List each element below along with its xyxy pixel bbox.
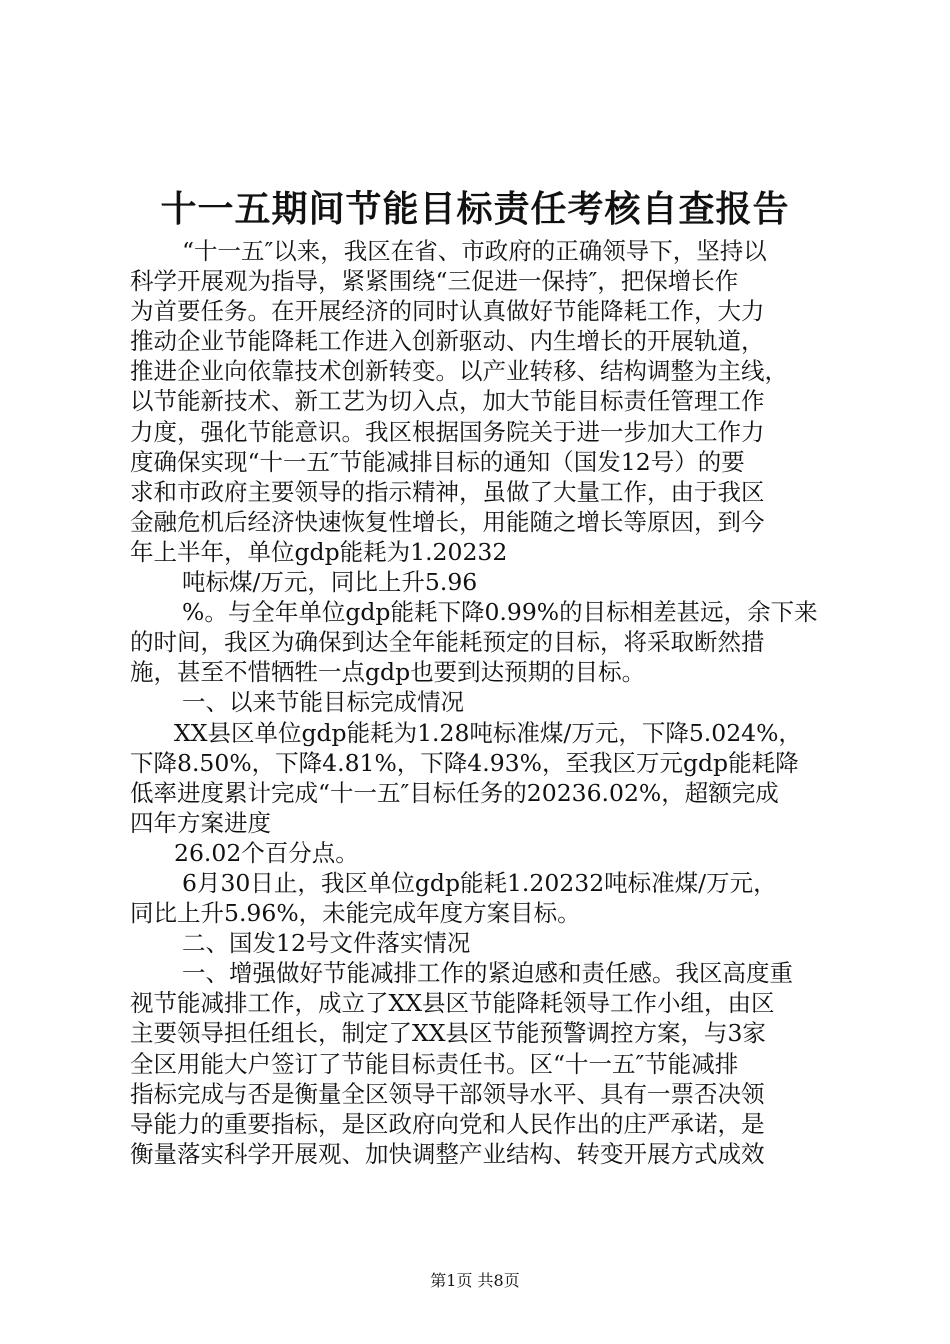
text-line: 的时间，我区为确保到达全年能耗预定的目标，将采取断然措 [130, 628, 765, 657]
text-line: 度确保实现“十一五″节能减排目标的通知（国发12号）的要 [130, 447, 745, 476]
section-heading: 一、以来节能目标完成情况 [182, 688, 464, 717]
text-line: 视节能减排工作，成立了XX县区节能降耗领导工作小组，由区 [130, 989, 775, 1018]
text-line: 导能力的重要指标，是区政府向党和人民作出的庄严承诺，是 [130, 1109, 765, 1138]
text-line: 吨标煤/万元，同比上升5.96 [182, 568, 478, 597]
text-line: 推进企业向依靠技术创新转变。以产业转移、结构调整为主线， [130, 357, 788, 386]
text-line: %。与全年单位gdp能耗下降0.99%的目标相差甚远，余下来 [182, 598, 818, 627]
text-line: 衡量落实科学开展观、加快调整产业结构、转变开展方式成效 [130, 1139, 765, 1168]
text-line: 指标完成与否是衡量全区领导干部领导水平、具有一票否决领 [130, 1079, 765, 1108]
text-line: 金融危机后经济快速恢复性增长，用能随之增长等原因，到今 [130, 507, 765, 536]
text-line: 下降8.50%，下降4.81%，下降4.93%，至我区万元gdp能耗降 [130, 748, 799, 777]
text-line: 年上半年，单位gdp能耗为1.20232 [130, 537, 508, 566]
text-line: 主要领导担任组长，制定了XX县区节能预警调控方案，与3家 [130, 1019, 766, 1048]
text-line: 力度，强化节能意识。我区根据国务院关于进一步加大工作力 [130, 417, 765, 446]
text-line: 求和市政府主要领导的指示精神，虽做了大量工作，由于我区 [130, 477, 765, 506]
text-line: 施，甚至不惜牺牲一点gdp也要到达预期的目标。 [130, 658, 646, 687]
text-line: 低率进度累计完成“十一五″目标任务的20236.02%，超额完成 [130, 778, 779, 807]
text-line: “十一五″以来，我区在省、市政府的正确领导下，坚持以 [182, 237, 767, 265]
document-body [130, 236, 830, 1169]
page-footer: 第1页 共8页 [430, 1271, 520, 1290]
text-line: 26.02个百分点。 [174, 838, 359, 867]
text-line: XX县区单位gdp能耗为1.28吨标准煤/万元，下降5.024%， [174, 718, 802, 747]
section-heading: 二、国发12号文件落实情况 [182, 929, 471, 958]
text-line: 推动企业节能降耗工作进入创新驱动、内生增长的开展轨道， [130, 327, 765, 356]
text-line: 全区用能大户签订了节能目标责任书。区“十一五″节能减排 [130, 1049, 739, 1078]
text-line: 一、增强做好节能减排工作的紧迫感和责任感。我区高度重 [182, 959, 793, 988]
text-line: 6月30日止，我区单位gdp能耗1.20232吨标准煤/万元， [182, 868, 777, 897]
text-line: 为首要任务。在开展经济的同时认真做好节能降耗工作，大力 [130, 297, 765, 326]
text-line: 四年方案进度 [130, 808, 271, 837]
text-line: 科学开展观为指导，紧紧围绕“三促进一保持″，把保增长作 [130, 267, 739, 296]
text-line: 同比上升5.96%，未能完成年度方案目标。 [130, 899, 581, 928]
text-line: 以节能新技术、新工艺为切入点，加大节能目标责任管理工作 [130, 387, 765, 416]
document-title: 十一五期间节能目标责任考核自查报告 [160, 188, 790, 230]
